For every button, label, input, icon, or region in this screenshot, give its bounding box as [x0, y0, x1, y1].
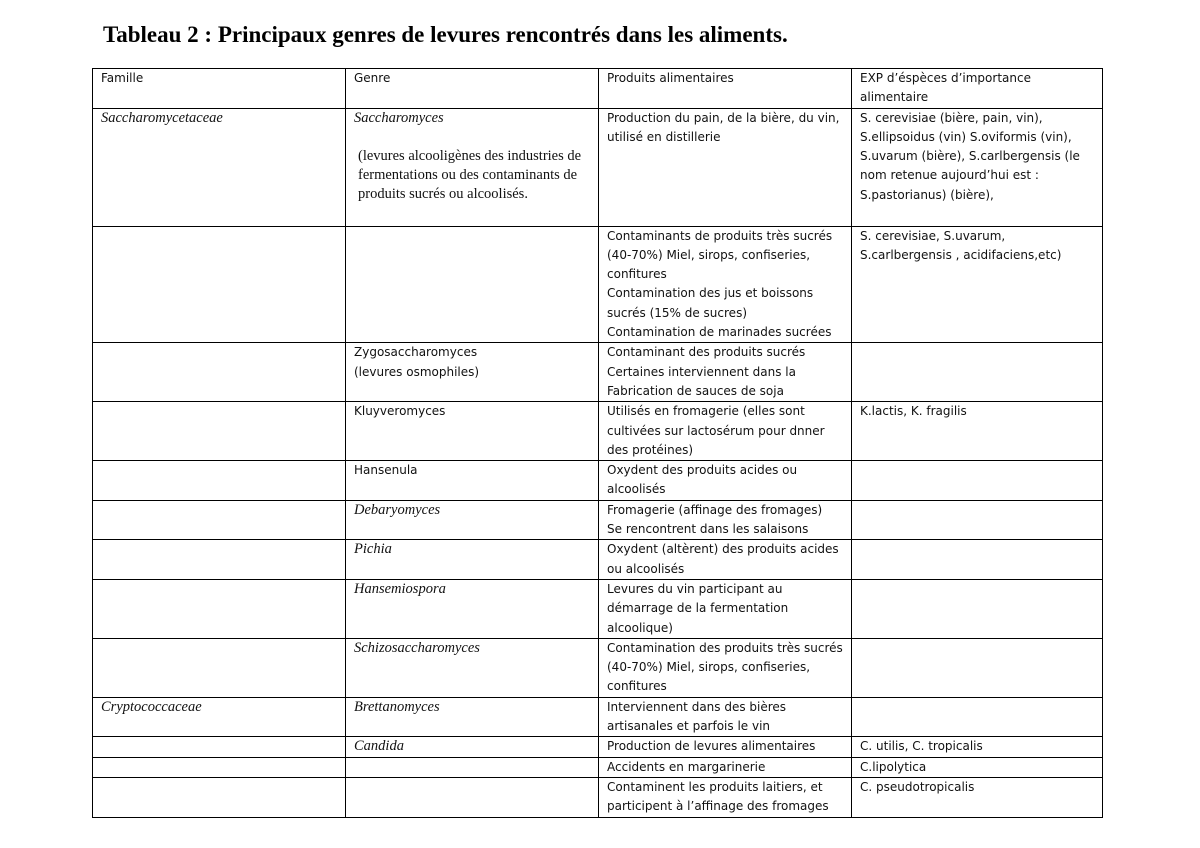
- cell-famille: [93, 402, 346, 461]
- cell-genre: Schizosaccharomyces: [346, 638, 599, 697]
- cell-produits: Fromagerie (affinage des fromages) Se rencontrent dans les salaisons: [599, 500, 852, 540]
- cell-genre: Hansemiospora: [346, 579, 599, 638]
- cell-produits: Production de levures alimentaires: [599, 737, 852, 757]
- cell-famille: [93, 737, 346, 757]
- table-row: [93, 579, 1103, 638]
- cell-produits: Levures du vin participant au démarrage de la fermentation alcoolique): [599, 579, 852, 638]
- cell-genre: [346, 777, 599, 817]
- cell-produits: Contaminants de produits très sucrés (40-70%) Miel, sirops, confiseries, confitures Contamination des jus et boissons sucrés (15% de sucres) Contamination de marinades sucrées: [599, 226, 852, 343]
- table-row: [93, 777, 1103, 817]
- table-row: [93, 757, 1103, 777]
- cell-famille: [93, 500, 346, 540]
- cell-produits: Oxydent des produits acides ou alcoolisés: [599, 461, 852, 501]
- cell-famille: Cryptococcaceae: [93, 697, 346, 737]
- cell-famille: Saccharomycetaceae: [93, 108, 346, 226]
- cell-famille: [93, 540, 346, 580]
- cell-produits: Accidents en margarinerie: [599, 757, 852, 777]
- table-row: [93, 226, 1103, 343]
- cell-genre: Hansenula: [346, 461, 599, 501]
- cell-famille: [93, 638, 346, 697]
- cell-especes: [852, 540, 1103, 580]
- table-row: [93, 697, 1103, 737]
- table-title: Tableau 2 : Principaux genres de levures rencontrés dans les aliments.: [103, 22, 788, 47]
- cell-produits: Oxydent (altèrent) des produits acides ou alcoolisés: [599, 540, 852, 580]
- cell-genre: Kluyveromyces: [346, 402, 599, 461]
- table-row: [93, 540, 1103, 580]
- cell-genre: Zygosaccharomyces (levures osmophiles): [346, 343, 599, 402]
- cell-especes: C. pseudotropicalis: [852, 777, 1103, 817]
- cell-produits: Contamination des produits très sucrés (40-70%) Miel, sirops, confiseries, confitures: [599, 638, 852, 697]
- table-row: [93, 108, 1103, 226]
- table-row: [93, 402, 1103, 461]
- cell-genre: Pichia: [346, 540, 599, 580]
- cell-especes: [852, 343, 1103, 402]
- cell-especes: [852, 461, 1103, 501]
- table-row: [93, 343, 1103, 402]
- header-famille: Famille: [93, 69, 346, 109]
- cell-genre: Debaryomyces: [346, 500, 599, 540]
- cell-genre: Candida: [346, 737, 599, 757]
- cell-produits: Contaminent les produits laitiers, et participent à l’affinage des fromages: [599, 777, 852, 817]
- table-row: [93, 461, 1103, 501]
- table-row: [93, 638, 1103, 697]
- cell-especes: C. utilis, C. tropicalis: [852, 737, 1103, 757]
- table-header-row: [93, 69, 1103, 109]
- yeast-genera-table: [92, 68, 1103, 818]
- header-genre: Genre: [346, 69, 599, 109]
- table-row: [93, 500, 1103, 540]
- cell-especes: S. cerevisiae, S.uvarum, S.carlbergensis , acidifaciens,etc): [852, 226, 1103, 343]
- cell-famille: [93, 757, 346, 777]
- cell-genre: [346, 108, 599, 226]
- cell-produits: Utilisés en fromagerie (elles sont cultivées sur lactosérum pour dnner des protéines): [599, 402, 852, 461]
- cell-genre: Brettanomyces: [346, 697, 599, 737]
- cell-famille: [93, 343, 346, 402]
- cell-especes: [852, 697, 1103, 737]
- cell-famille: [93, 461, 346, 501]
- table-row: [93, 737, 1103, 757]
- header-especes: EXP d’éspèces d’importance alimentaire: [852, 69, 1103, 109]
- genre-name: Saccharomyces: [354, 109, 444, 126]
- cell-especes: C.lipolytica: [852, 757, 1103, 777]
- cell-especes: S. cerevisiae (bière, pain, vin), S.ellipsoidus (vin) S.oviformis (vin), S.uvarum (bière), S.carlbergensis (le nom retenue aujourd’hui est : S.pastorianus) (bière),: [852, 108, 1103, 226]
- cell-famille: [93, 579, 346, 638]
- header-produits: Produits alimentaires: [599, 69, 852, 109]
- cell-especes: K.lactis, K. fragilis: [852, 402, 1103, 461]
- cell-especes: [852, 500, 1103, 540]
- cell-produits: Production du pain, de la bière, du vin, utilisé en distillerie: [599, 108, 852, 226]
- cell-famille: [93, 226, 346, 343]
- cell-famille: [93, 777, 346, 817]
- cell-genre: [346, 226, 599, 343]
- cell-genre: [346, 757, 599, 777]
- genre-note: (levures alcooligènes des industries de fermentations ou des contaminants de produits sucrés ou alcoolisés.: [358, 147, 582, 203]
- cell-produits: Interviennent dans des bières artisanales et parfois le vin: [599, 697, 852, 737]
- cell-especes: [852, 579, 1103, 638]
- cell-especes: [852, 638, 1103, 697]
- cell-produits: Contaminant des produits sucrés Certaines interviennent dans la Fabrication de sauces de soja: [599, 343, 852, 402]
